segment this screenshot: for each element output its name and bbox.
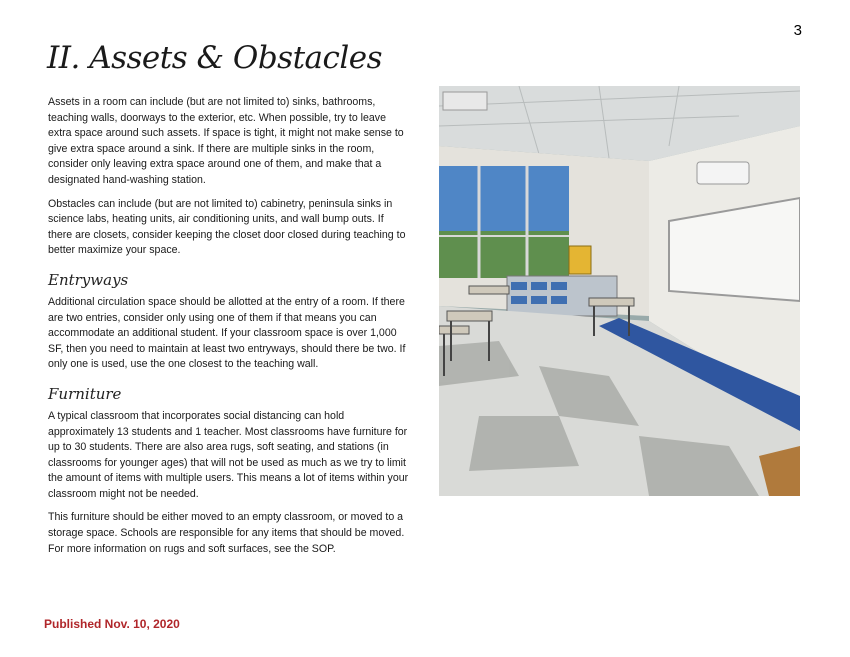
entryways-paragraph: Additional circulation space should be allotted at the entry of a room. If there are two entries, consider only using one of them if that means you can accommodate an additional student. If your classroom space is over 1,000 SF, then you need to maintain at least two entryways, should there be two. If only one is used, use the one closest to the teaching wall. (48, 295, 406, 371)
page-number: 3 (793, 22, 802, 39)
text-column (48, 95, 410, 565)
intro-paragraph-obstacles: Obstacles can include (but are not limited to) cabinetry, peninsula sinks in science labs, heating units, air conditioning units, and wall bump outs. If there are closets, consider keeping the closet door closed during teaching to better maximize your space. (48, 197, 406, 257)
classroom-photo (439, 86, 800, 496)
furniture-paragraph-1: A typical classroom that incorporates social distancing can hold approximately 13 students and 1 teacher. Most classrooms have furniture for up to 30 students. There are also area rugs, soft seating, and stations (in classrooms for younger ages) that will not be used as much as we try to limit the amount of items with multiple users. This means a lot of items within your classroom might not be needed. (48, 409, 409, 500)
published-date: Published Nov. 10, 2020 (44, 617, 180, 631)
section-heading-furniture: Furniture (48, 384, 122, 403)
intro-paragraph-assets: Assets in a room can include (but are not limited to) sinks, bathrooms, teaching walls, doorways to the exterior, etc. When possible, try to leave extra space around such assets. If space is tight, it might not make sense to give extra space around a sink. If there are multiple sinks in the room, consider only leaving extra space around one of them, and make that a designated hand-washing station. (48, 96, 404, 186)
section-heading-entryways: Entryways (48, 270, 129, 289)
furniture-paragraph-2: This furniture should be either moved to an empty classroom, or moved to a storage space. Schools are responsible for any items that should be moved. For more information on rugs and soft surfaces, see the SOP. (48, 511, 405, 555)
page-title: II. Assets & Obstacles (47, 40, 383, 76)
